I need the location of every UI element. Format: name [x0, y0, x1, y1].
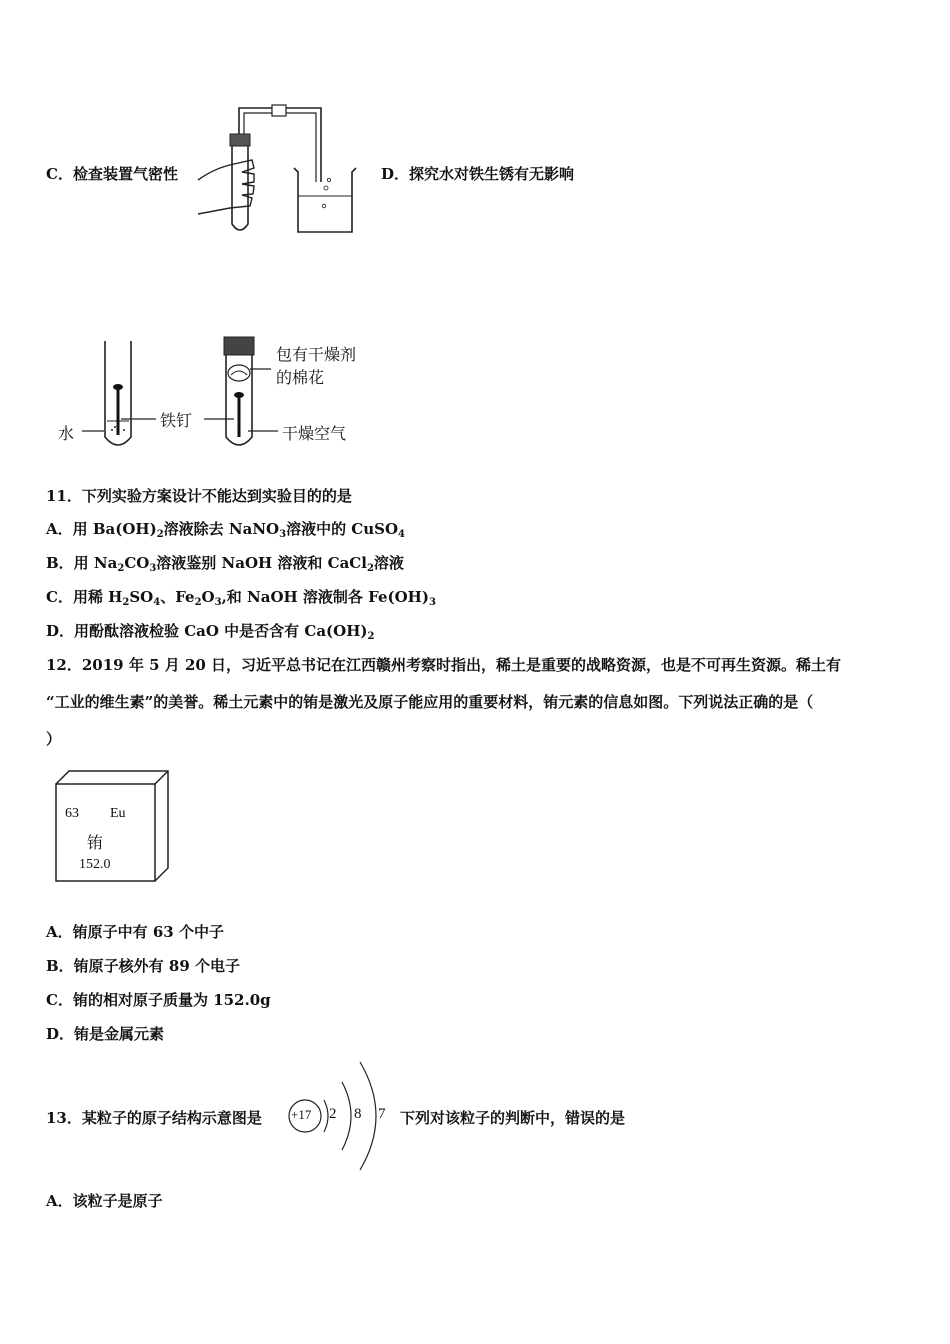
- shell-2-electrons: 8: [354, 1106, 362, 1122]
- shell-3-electrons: 7: [378, 1106, 386, 1122]
- atomic-structure-diagram: [284, 1058, 394, 1176]
- q11-option-a: A．用 $Ba(OH)_2$溶液除去 NaNO$_3$溶液中的 CuSO$_4$: [46, 520, 406, 540]
- rust-experiment-figure: [56, 335, 386, 455]
- element-mass: 152.0: [79, 857, 111, 872]
- q13-option-a: A．该粒子是原子: [46, 1192, 163, 1210]
- label-nail: 铁钉: [160, 411, 193, 430]
- q12-option-a: A．铕原子中有 63 个中子: [46, 923, 224, 941]
- element-card-europium: [55, 770, 170, 883]
- label-cotton: 包有干燥剂 的棉花: [276, 345, 357, 387]
- q11-stem: 11．下列实验方案设计不能达到实验目的的是: [46, 487, 352, 505]
- q13-stem-before: 13．某粒子的原子结构示意图是: [46, 1109, 262, 1127]
- label-water: 水: [58, 424, 75, 443]
- element-number: 63: [65, 806, 79, 821]
- element-name: 铕: [87, 833, 104, 852]
- q11-option-d: D．用酚酞溶液检验 CaO 中是否含有 $Ca(OH)_2$: [46, 622, 375, 642]
- q11-option-c: C．用稀 $H_2SO_4$、$Fe_2O_3$,和 NaOH 溶液制各 $Fe(OH)_3$: [46, 588, 436, 608]
- q12-stem-line3: ）: [46, 730, 62, 748]
- q12-option-b: B．铕原子核外有 89 个电子: [46, 957, 240, 975]
- shell-1-electrons: 2: [329, 1106, 337, 1122]
- q12-stem-line1: 12．2019 年 5 月 20 日，习近平总书记在江西赣州考察时指出，稀土是重要的战略资源，也是不可再生资源。稀土有: [46, 656, 842, 674]
- element-symbol: Eu: [110, 806, 126, 821]
- q12-option-c: C．铕的相对原子质量为 152.0g: [46, 991, 271, 1009]
- nucleus-charge: +17: [291, 1107, 312, 1122]
- q12-stem-line2: “工业的维生素”的美誉。稀土元素中的铕是激光及原子能应用的重要材料，铕元素的信息如图。下列说法正确的是（: [46, 693, 814, 711]
- q13-stem-after: 下列对该粒子的判断中，错误的是: [400, 1109, 626, 1127]
- q11-option-b: B．用 $Na_2CO_3$溶液鉴别 NaOH 溶液和 CaCl$_2$溶液: [46, 554, 404, 574]
- airtightness-apparatus-figure: [190, 96, 380, 241]
- q12-option-d: D．铕是金属元素: [46, 1025, 165, 1043]
- option-d: D．探究水对铁生锈有无影响: [381, 165, 575, 183]
- option-c: C．检查装置气密性: [46, 165, 178, 183]
- label-dry-air: 干燥空气: [282, 424, 347, 443]
